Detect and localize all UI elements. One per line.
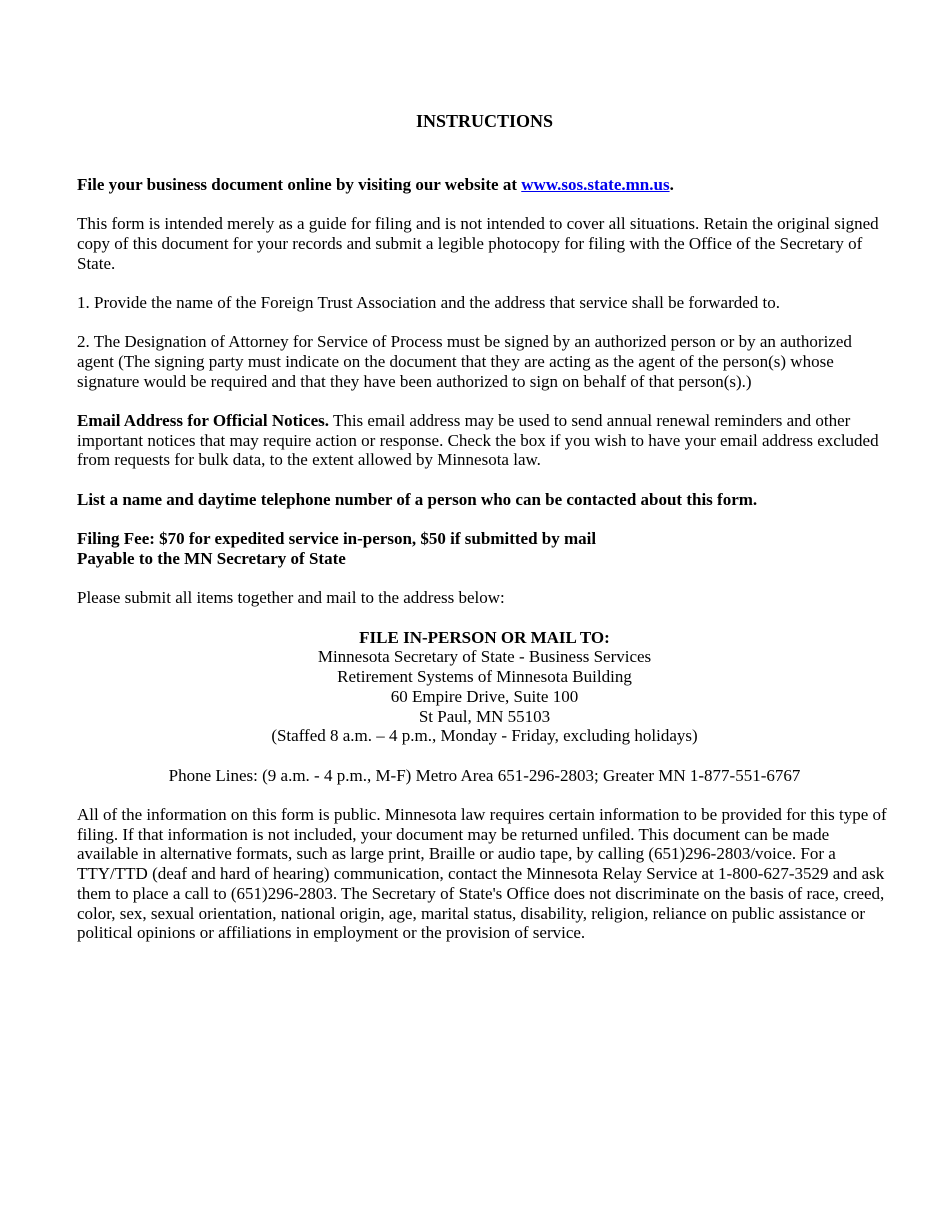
address-line-4: St Paul, MN 55103 [418,706,551,726]
contact-paragraph: List a name and daytime telephone number of a person who can be contacted about this form. [77,489,758,509]
address-line-5: (Staffed 8 a.m. – 4 p.m., Monday - Friday, excluding holidays) [271,726,698,746]
email-heading: Email Address for Official Notices. [77,411,329,431]
phone-lines: Phone Lines: (9 a.m. - 4 p.m., M-F) Metro Area 651-296-2803; Greater MN 1-877-551-6767 [168,765,801,785]
filing-fee [77,529,892,568]
submit-paragraph: Please submit all items together and mail to the address below: [77,588,505,608]
instructions-page [77,112,892,963]
online-filing-note [77,175,892,195]
public-notice: All of the information on this form is public. Minnesota law requires certain information to be provided for this type of filing. If that information is not included, your document may be returned unfiled. This document can be made available in alternative formats, such as large print, Braille or audio tape, by calling (651)296-2803/voice. For a TTY/TTD (deaf and hard of hearing) communication, contact the Minnesota Relay Service at 1-800-627-3529 and ask them to place a call to (651)296-2803. The Secretary of State's Office does not discriminate on the basis of race, creed, color, sex, sexual orientation, national origin, age, marital status, disability, religion, reliance on public assistance or political opinions or affiliations in employment or the provision of service. [77,805,887,943]
online-filing-text: File your business document online by visiting our website at [77,174,522,194]
mailing-address [77,628,892,746]
sos-website-link[interactable]: www.sos.state.mn.us [521,174,670,194]
address-line-3: 60 Empire Drive, Suite 100 [390,686,579,706]
filing-fee-line-1: Filing Fee: $70 for expedited service in-person, $50 if submitted by mail [77,529,597,549]
intro-paragraph: This form is intended merely as a guide for filing and is not intended to cover all situations. Retain the original signed copy of this document for your records and submit a legible photocopy for filing with the Office of the Secretary of State. [77,214,879,273]
instruction-item-2: 2. The Designation of Attorney for Service of Process must be signed by an authorized person or by an authorized agent (The signing party must indicate on the document that they are acting as the agent of the person(s) whose signature would be required and that they have been authorized to sign on behalf of that person(s).) [77,332,852,391]
address-heading: FILE IN-PERSON OR MAIL TO: [359,627,610,647]
email-paragraph [77,411,892,470]
address-line-2: Retirement Systems of Minnesota Building [337,667,632,687]
email-text: This email address may be used to send annual renewal reminders and other important notices that may require action or response. Check the box if you wish to have your email address excluded from requests for bulk data, to the extent allowed by Minnesota law. [77,411,879,470]
address-line-1: Minnesota Secretary of State - Business Services [317,647,652,667]
online-filing-end: . [669,174,674,194]
instruction-item-1: 1. Provide the name of the Foreign Trust Association and the address that service shall be forwarded to. [77,292,780,312]
filing-fee-line-2: Payable to the MN Secretary of State [77,548,346,568]
page-title: INSTRUCTIONS [415,111,554,131]
